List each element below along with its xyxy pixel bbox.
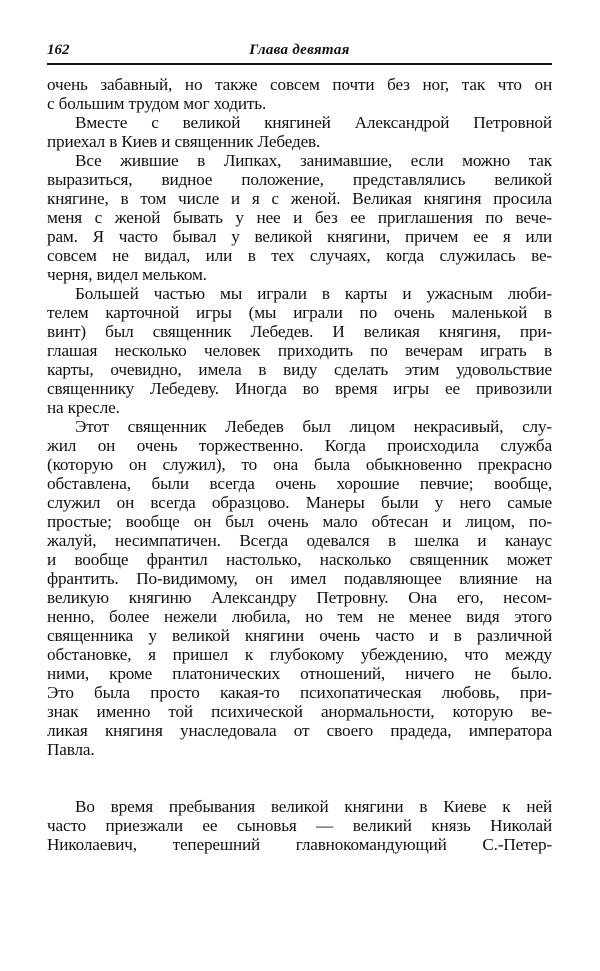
paragraph-first-line: Все жившие в Липках, занимавшие, если можно так [75, 151, 552, 170]
text-line: очень забавный, но также совсем почти без ног, так что он [47, 75, 552, 94]
text-line: жалуй, несимпатичен. Всегда одевался в шелка и канаус [47, 531, 552, 550]
text-line: обставлена, были всегда очень хорошие певчие; вообще, [47, 474, 552, 493]
text-line: ликая княгиня унаследовала от своего прадеда, императора [47, 721, 552, 740]
text-line: телем карточной игры (мы играли по очень маленькой в [47, 303, 552, 322]
text-line: рам. Я часто бывал у великой княгини, причем ее я или [47, 227, 552, 246]
text-line: на кресле. [47, 398, 120, 417]
paragraph-first-line: Во время пребывания великой княгини в Киеве к ней [75, 797, 552, 816]
text-line: священнику Лебедеву. Иногда во время игры ее привозили [47, 379, 552, 398]
text-line: карты, очевидно, имела в виду сделать этим удовольствие [47, 360, 552, 379]
paragraph-first-line: Большей частью мы играли в карты и ужасным люби- [75, 284, 552, 303]
text-line: и вообще франтил настолько, насколько священник может [47, 550, 552, 569]
text-line: Николаевич, теперешний главнокомандующий С.-Петер- [47, 835, 552, 854]
text-line: служил он всегда образцово. Манеры были у него самые [47, 493, 552, 512]
text-line: (которую он служил), то она была обыкновенно прекрасно [47, 455, 552, 474]
text-line: священника у великой княгини очень часто и в различной [47, 626, 552, 645]
paragraph-first-line: Вместе с великой княгиней Александрой Петровной [75, 113, 552, 132]
text-line: совсем не видал, или в тех случаях, когда служилась ве- [47, 246, 552, 265]
text-line: черня, видел мельком. [47, 265, 207, 284]
page-header [47, 40, 552, 60]
text-line: великую княгиню Александру Петровну. Она его, несом- [47, 588, 552, 607]
text-line: приехал в Киев и священник Лебедев. [47, 132, 321, 151]
text-line: с большим трудом мог ходить. [47, 94, 267, 113]
text-line: глашая несколько человек приходить по вечерам играть в [47, 341, 552, 360]
body-text [47, 75, 552, 854]
text-line: ними, кроме платонических отношений, ничего не было. [47, 664, 552, 683]
page-number: 162 [47, 42, 70, 58]
blank-line [47, 759, 552, 778]
running-title: Глава девятая [249, 42, 350, 58]
text-line: винт) был священник Лебедев. И великая княгиня, при- [47, 322, 552, 341]
text-line: простые; вообще он был очень мало обтесан и лицом, по- [47, 512, 552, 531]
text-line: ненно, более нежели любила, но тем не менее видя этого [47, 607, 552, 626]
text-line: Павла. [47, 740, 95, 759]
text-line: Это была просто какая-то психопатическая любовь, при- [47, 683, 552, 702]
text-line: франтить. По-видимому, он имел подавляющее влияние на [47, 569, 552, 588]
header-rule [47, 63, 552, 65]
paragraph-first-line: Этот священник Лебедев был лицом некрасивый, слу- [75, 417, 552, 436]
text-line: часто приезжали ее сыновья — великий князь Николай [47, 816, 552, 835]
text-line: обстановке, я пришел к глубокому убеждению, что между [47, 645, 552, 664]
text-line: меня с женой бывать у нее и без ее приглашения по вече- [47, 208, 552, 227]
text-line: жил он очень торжественно. Когда происходила служба [47, 436, 552, 455]
text-line: княгине, в том числе и я с женой. Великая княгиня просила [47, 189, 552, 208]
blank-line [47, 778, 552, 797]
text-line: выразиться, видное положение, представлялись великой [47, 170, 552, 189]
text-line: знак именно той психической анормальности, которую ве- [47, 702, 552, 721]
